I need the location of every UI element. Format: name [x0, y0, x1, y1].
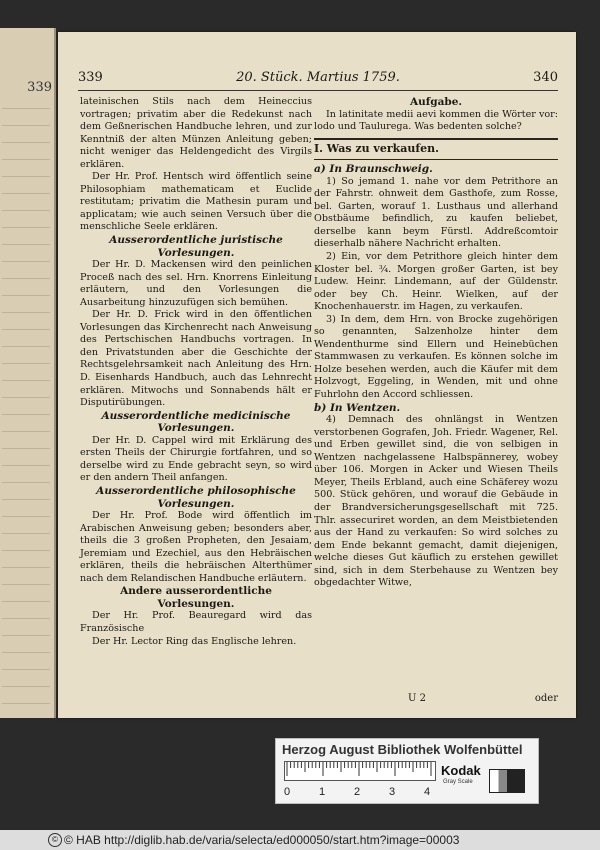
- section-heading: b) In Wentzen.: [314, 401, 401, 414]
- section-title: I. Was zu verkaufen.: [314, 141, 439, 155]
- paragraph: 2) Ein, vor dem Petrithore gleich hinter dem Kloster bel. ¾. Morgen großer Garten, ist bey Ludew. Heinr. Lindemann, auf der Güldenstr. oder bey Ch. Heinr. Wielken, auf der Knochenhauerstr. im Hagen, zu verkaufen.: [314, 251, 558, 313]
- section-heading: Aufgabe.: [409, 96, 463, 108]
- page-header: [78, 70, 558, 88]
- paragraph: Der Hr. D. Mackensen wird den peinlichen Proceß nach des sel. Hrn. Knorrens Einleitung erläutern, und den Vorlesungen die Ausarbeitung hinzuzufügen sich bemühen.: [80, 259, 312, 308]
- document-page: [58, 32, 576, 718]
- paragraph: 1) So jemand 1. nahe vor dem Petrithore an der Fahrstr. ohnweit dem Gasthofe, zum Rosse, bel. Garten, worauf 1. Lusthaus und allerhand Obstbäume befindlich, zu kaufen beliebet, derselbe kann beym Fürstl. Addreßcomtoir dieserhalb nähere Nachricht erhalten.: [314, 175, 558, 250]
- ruler-number: 2: [354, 786, 361, 798]
- page-number-left: 339: [78, 70, 103, 85]
- paragraph: Der Hr. D. Cappel wird mit Erklärung des ersten Theils der Chirurgie fortfahren, und so derselbe wird zu Ende gebracht seyn, so wird er den andern Theil anfangen.: [80, 434, 312, 484]
- paragraph: Der Hr. Prof. Hentsch wird öffentlich seine Philosophiam mathematicam et Euclide restitutam; privatim die Mathesin puram und applicatam; wie auch seinen Versuch über die menschliche Seele erklären.: [80, 171, 312, 233]
- gray-scale-label: Gray Scale: [443, 779, 473, 785]
- ruler-number: 3: [389, 786, 396, 798]
- kodak-logo: Kodak: [441, 763, 481, 778]
- library-color-card: [275, 738, 539, 804]
- paragraph: In latinitate medii aevi kommen die Wörter vor: lodo und Taulurega. Was bedenten solche?: [314, 108, 558, 133]
- previous-page-text-lines: [2, 108, 50, 720]
- previous-page-number: 339: [27, 80, 52, 95]
- catchword: oder: [534, 693, 558, 704]
- paragraph: 3) In dem, dem Hrn. von Brocke zugehörigen so genannten, Salzenholze hinter dem Wendenthurme sind Ellern und Heinebüchen Stammwasen zu verkaufen. Es können solche im Holze besehen werden, auch die Käufer mit dem Holzvogt, Eggeling, in Wenden, mit und ohne Fuhrlohn den Accord schliessen.: [314, 313, 558, 401]
- ruler-number: 0: [284, 786, 291, 798]
- kodak-gray-scale: [441, 763, 531, 795]
- section-heading: Andere ausserordentliche Vorlesungen.: [120, 585, 272, 610]
- paragraph: Der Hr. Prof. Bode wird öffentlich im Arabischen Anweisung geben; besonders aber, theils die 3 großen Propheten, den Jesaiam, Jeremiam und Ezechiel, aus den Hebräischen erklären, theils die hebräischen Alterthümer nach dem Relandischen Handbuche erläutern.: [80, 510, 312, 584]
- paragraph: lateinischen Stils nach dem Heineccius vortragen; privatim aber die Redekunst nach dem Geßnerischen Handbuche lehren, und zur Kenntniß der alten Münzen Anleitung geben; nicht weniger das Heldengedicht des Virgils erklären.: [80, 96, 312, 170]
- section-rule: [314, 138, 558, 140]
- paragraph: Der Hr. D. Frick wird in den öffentlichen Vorlesungen das Kirchenrecht nach Anweisung des Pertschischen Handbuchs vortragen. In den Privatstunden aber die Geschichte der Rechtsgelehrsamkeit nach Anleitung des Hrn. D. Eisenhards Handbuch, auch das Lehnrecht erklären. Mitwochs und Sonnabends hält er Disputirübungen.: [80, 309, 312, 409]
- header-rule: [78, 90, 558, 91]
- section-heading: a) In Braunschweig.: [314, 163, 433, 176]
- paragraph: 4) Demnach des ohnlängst in Wentzen verstorbenen Gografen, Joh. Friedr. Wagener, Rel. und Erben gewillet sind, die von selbigen in Wentzen nachgelassene Halbspännerey, wobey über 106. Morgen in Acker und Wiesen Theils Meyer, Theils Erbland, auch eine Schäferey wozu 500. Stück gehören, und worauf die Gebäude in der Brandversicherungsgesellschaft mit 725. Thlr. assecuriret worden, an dem Meistbietenden aus der Hand zu verkaufen: So wird solches zu dem Ende bekannt gemacht, damit diejenigen, welche dieses Gut käuflich zu erstehen gewillet sind, sich in dem Sterbehause zu Wentzen bey obgedachter Witwe,: [314, 414, 558, 589]
- library-name: Herzog August Bibliothek Wolfenbüttel: [282, 742, 523, 757]
- paragraph: Der Hr. Prof. Beauregard wird das Französische: [80, 610, 312, 634]
- ruler-number: 1: [319, 786, 326, 798]
- section-heading: Ausserordentliche juristische Vorlesungen.: [109, 234, 283, 259]
- gray-scale-swatch: [489, 769, 525, 793]
- previous-page-edge: [0, 28, 56, 718]
- ruler-ticks: [285, 762, 435, 780]
- measurement-ruler: [284, 761, 436, 781]
- section-rule: [314, 159, 558, 160]
- section-heading: Ausserordentliche medicinische Vorlesungen.: [101, 409, 291, 435]
- issue-date-heading: 20. Stück. Martius 1759.: [236, 70, 400, 85]
- left-text-column: [80, 96, 312, 648]
- section-heading: Ausserordentliche philosophische Vorlesungen.: [96, 484, 296, 510]
- page-number-right: 340: [533, 70, 558, 85]
- ruler-number: 4: [424, 786, 431, 798]
- right-text-column: [314, 96, 558, 590]
- footer-bar: [0, 830, 600, 850]
- copyright-icon: ©: [48, 833, 62, 847]
- paragraph: Der Hr. Lector Ring das Englische lehren.: [92, 635, 297, 647]
- signature-mark: U 2: [408, 693, 426, 704]
- footer-source-link[interactable]: © HAB http://diglib.hab.de/varia/selecta/ed000050/start.htm?image=00003: [64, 833, 460, 847]
